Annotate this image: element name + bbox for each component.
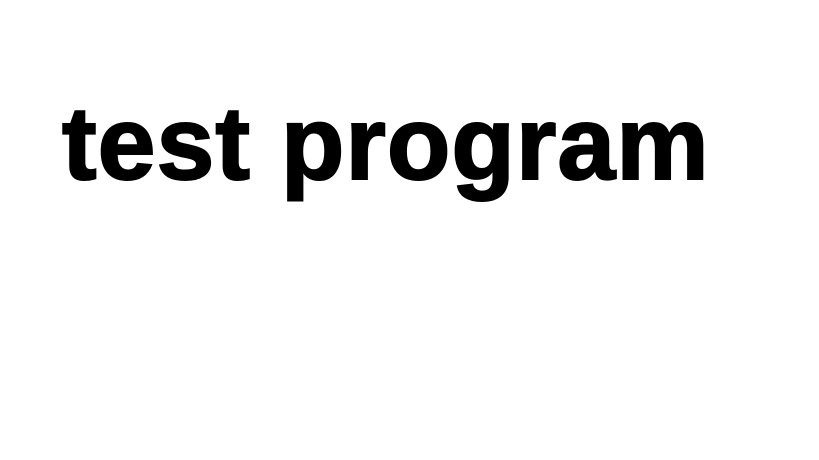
headline-text: test program: [62, 86, 710, 202]
